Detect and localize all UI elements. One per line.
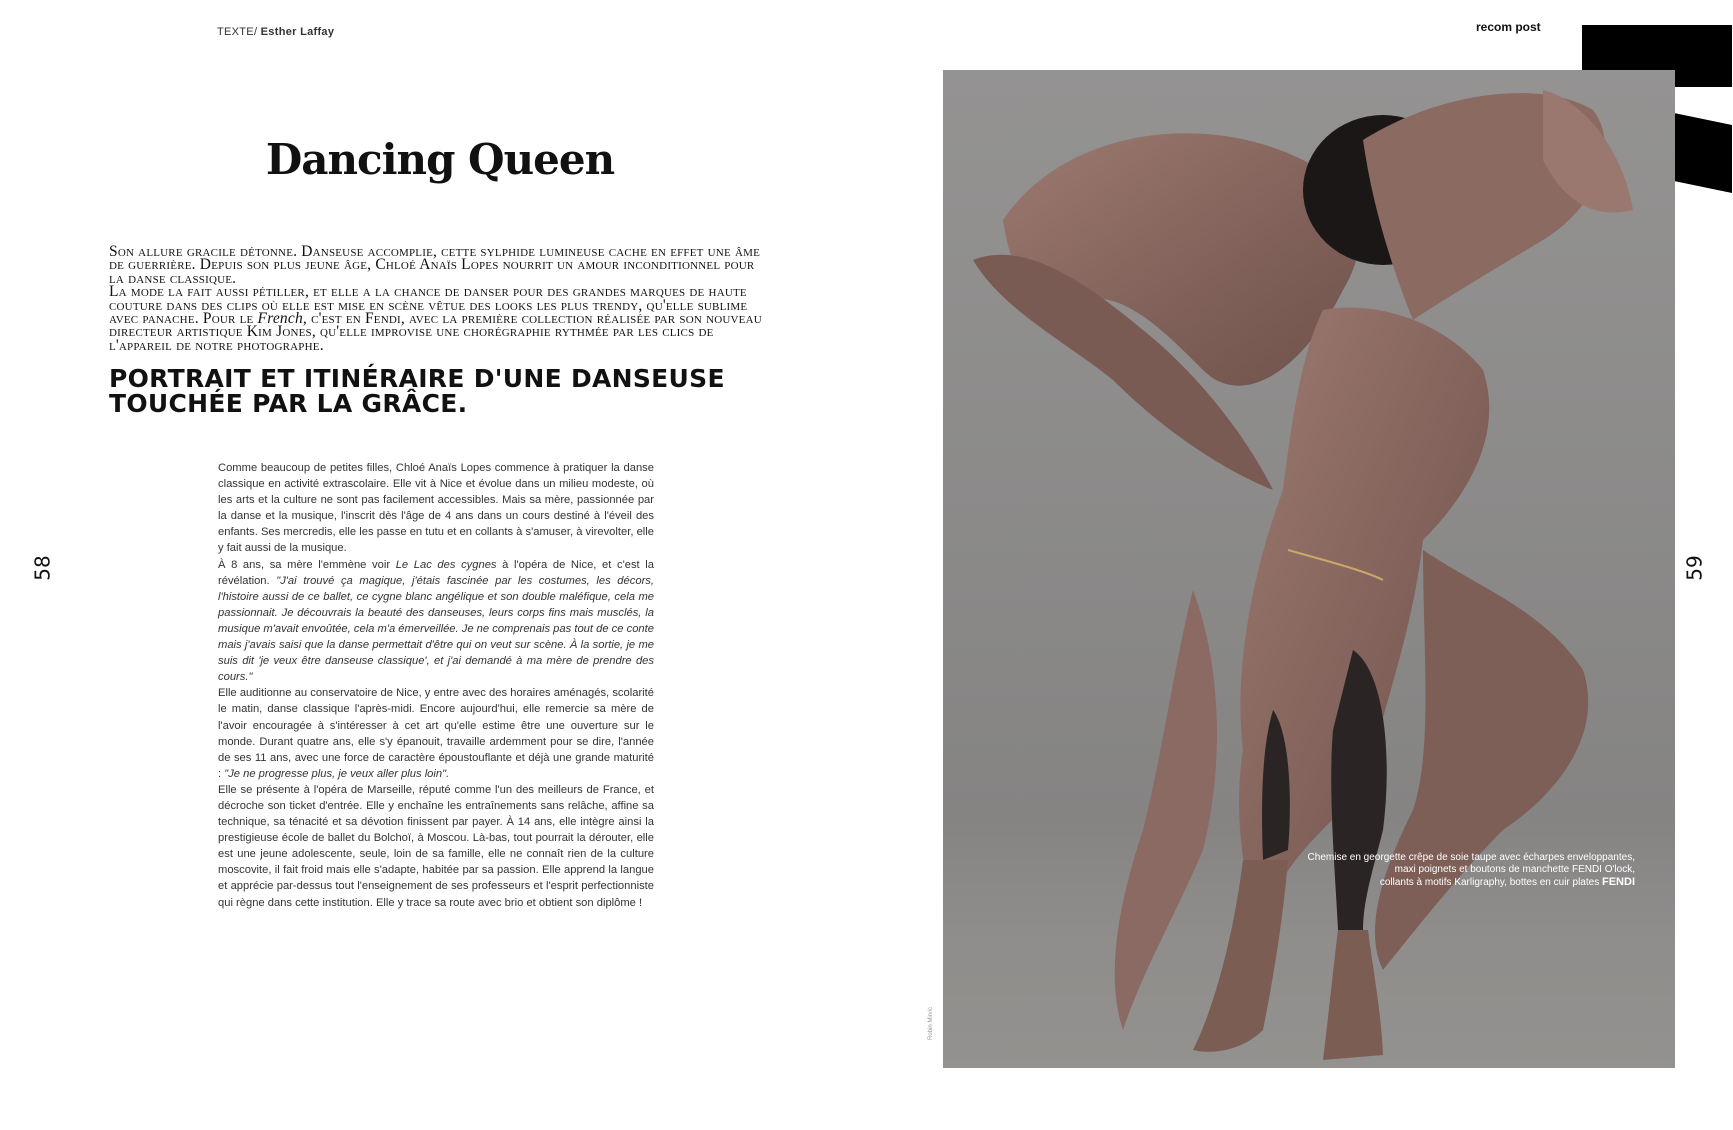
photo-caption bbox=[1075, 852, 1635, 889]
credit-author: Esther Laffay bbox=[260, 26, 335, 38]
caption-line-2: maxi poignets et boutons de manchette FENDI O'lock, bbox=[1394, 864, 1635, 875]
body-p3-quote: "Je ne progresse plus, je veux aller plus loin". bbox=[224, 767, 450, 780]
intro-paragraph-2 bbox=[109, 285, 769, 352]
caption-text: collants à motifs Karligraphy, bottes en cuir plates bbox=[1379, 877, 1602, 888]
body-paragraph-1: Comme beaucoup de petites filles, Chloé Anaïs Lopes commence à pratiquer la danse classique en activité extrascolaire. Elle vit à Nice et évolue dans un milieu modeste, où les arts et la culture ne sont pas facilement accessibles. Mais sa mère, passionnée par la danse et la musique, l'inscrit dès l'âge de 4 ans dans un cours destiné à l'éveil des enfants. Ses mercredis, elle les passe en tutu et en collants à s'amuser, à virevolter, elle y fait aussi de la musique. bbox=[218, 462, 654, 555]
credit-prefix: TEXTE/ bbox=[217, 26, 261, 38]
intro-text-b: c'est en Fendi, avec la première collection réalisée par son nouveau directeur artistique Kim Jones, qu'elle improvise une chorégraphie rythmée par les clics de l'appareil de notre photographe. bbox=[109, 310, 762, 354]
intro-paragraph-1: Son allure gracile détonne. Danseuse accomplie, cette sylphide lumineuse cache en effet une âme de guerrière. Depuis son plus jeune âge, Chloé Anaïs Lopes nourrit un amour inconditionnel pour la danse classique. bbox=[109, 243, 760, 287]
photo-credit: Robin Mirvic bbox=[928, 1006, 934, 1040]
caption-line-3 bbox=[1075, 876, 1635, 889]
caption-container bbox=[943, 0, 1635, 1130]
article-body bbox=[218, 460, 654, 911]
body-p2-title: Le Lac des cygnes bbox=[395, 558, 497, 571]
page-number-left: 58 bbox=[30, 555, 55, 581]
body-paragraph-4: Elle se présente à l'opéra de Marseille, réputé comme l'un des meilleurs de France, et décroche son ticket d'entrée. Elle y enchaîne les entraînements sans relâche, affine sa technique, sa ténacité et sa dévotion finissent par payer. À 14 ans, elle intègre ainsi la prestigieuse école de ballet du Bolchoï, à Moscou. Là-bas, tout pourrait la dérouter, elle est une jeune adolescente, seule, loin de sa famille, elle ne connaît rien de la culture moscovite, il fait froid mais elle s'adapte, habitée par sa passion. Elle apprend la langue et apprécie par-dessus tout l'enseignement de ses professeurs et l'esprit perfectionniste qui règne dans cette institution. Elle y trace sa route avec brio et obtient son diplôme ! bbox=[218, 783, 654, 909]
body-p2-text-a: À 8 ans, sa mère l'emmène voir bbox=[218, 558, 396, 571]
body-paragraph-2 bbox=[218, 557, 654, 686]
body-p2-quote: "J'ai trouvé ça magique, j'étais fascinée par les costumes, les décors, l'histoire aussi de ce ballet, ce cygne blanc angélique et son double maléfique, cela me passionnait. Je découvrais la beauté des danseuses, leurs corps fins mais musclés, la musique m'avait envoûtée, cela m'a émerveillée. Je ne comprenais pas tout de ce conte mais j'avais saisi que la danse permettait d'être qui on veut sur scène. À la sortie, je me suis dit 'je veux être danseuse classique', et j'ai demandé à ma mère de prendre des cours." bbox=[218, 574, 654, 684]
author-credit bbox=[217, 26, 334, 38]
body-paragraph-3 bbox=[218, 685, 654, 782]
caption-brand: FENDI bbox=[1602, 876, 1635, 888]
intro-italic: French, bbox=[257, 310, 307, 328]
body-p3-text: Elle auditionne au conservatoire de Nice, y entre avec des horaires aménagés, scolarité le matin, danse classique l'après-midi. Encore aujourd'hui, elle remercie sa mère de l'avoir encouragée à s'intéresser à cet art qu'elle estime être une ouverture sur le monde. Durant quatre ans, elle s'y épanouit, travaille ardemment pour se dire, l'année de ses 11 ans, avec une force de caractère époustouflante et déjà une grande maturité : bbox=[218, 687, 654, 780]
brand-label: recom post bbox=[1476, 20, 1541, 34]
article-intro bbox=[109, 245, 769, 352]
intro-text-a: La mode la fait aussi pétiller, et elle a la chance de danser pour des grandes marques de haute couture dans des clips où elle est mise en scène vêtue des looks les plus trendy, qu'elle sublime avec panache. Pour le bbox=[109, 283, 748, 328]
article-title: Dancing Queen bbox=[265, 135, 615, 184]
article-headline: PORTRAIT ET ITINÉRAIRE D'UNE DANSEUSE TOUCHÉE PAR LA GRÂCE. bbox=[109, 364, 725, 418]
body-p2-text-b: à l'opéra de Nice, et c'est la révélation. bbox=[218, 558, 654, 587]
page-number-right: 59 bbox=[1682, 555, 1707, 581]
caption-line-1: Chemise en georgette crêpe de soie taupe avec écharpes enveloppantes, bbox=[1307, 852, 1635, 863]
